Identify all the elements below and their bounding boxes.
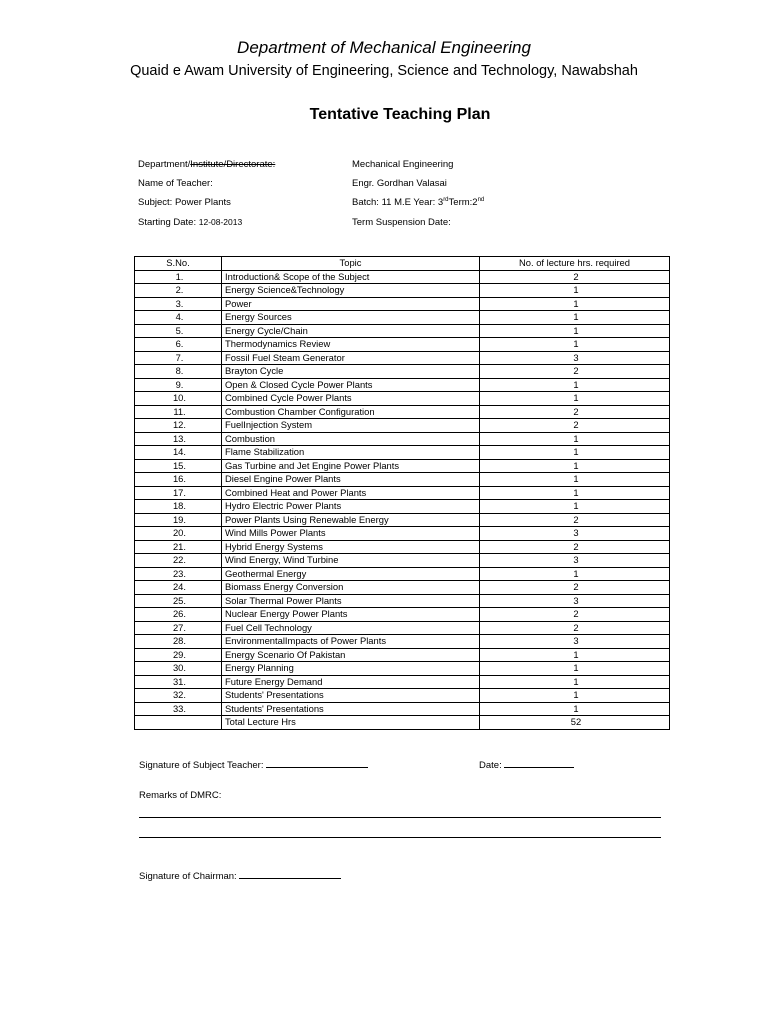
table-row bbox=[135, 581, 670, 595]
topic-cell: Thermodynamics Review bbox=[222, 338, 480, 352]
total-value: 52 bbox=[480, 716, 670, 730]
sno-cell: 15. bbox=[135, 459, 222, 473]
start-label: Starting Date: bbox=[138, 217, 197, 228]
table-row bbox=[135, 297, 670, 311]
department-title: Department of Mechanical Engineering bbox=[237, 38, 531, 57]
table-row bbox=[135, 270, 670, 284]
dept-value: Mechanical Engineering bbox=[352, 159, 454, 170]
sno-cell: 28. bbox=[135, 635, 222, 649]
table-row bbox=[135, 621, 670, 635]
hours-cell: 2 bbox=[480, 270, 670, 284]
table-row bbox=[135, 378, 670, 392]
table-row bbox=[135, 365, 670, 379]
topic-cell: Introduction& Scope of the Subject bbox=[222, 270, 480, 284]
remarks-label: Remarks of DMRC: bbox=[139, 790, 222, 801]
sno-cell: 3. bbox=[135, 297, 222, 311]
hours-cell: 1 bbox=[480, 648, 670, 662]
sno-cell: 9. bbox=[135, 378, 222, 392]
table-row bbox=[135, 648, 670, 662]
total-row bbox=[135, 716, 670, 730]
sno-cell: 32. bbox=[135, 689, 222, 703]
hours-cell: 1 bbox=[480, 500, 670, 514]
topic-cell: Future Energy Demand bbox=[222, 675, 480, 689]
topic-cell: Wind Mills Power Plants bbox=[222, 527, 480, 541]
date-line bbox=[504, 758, 574, 768]
batch-info bbox=[352, 197, 484, 208]
table-row bbox=[135, 432, 670, 446]
hours-cell: 2 bbox=[480, 621, 670, 635]
topic-cell: Solar Thermal Power Plants bbox=[222, 594, 480, 608]
sno-cell: 23. bbox=[135, 567, 222, 581]
sno-cell: 2. bbox=[135, 284, 222, 298]
remarks-line-2 bbox=[139, 837, 661, 838]
table-row bbox=[135, 324, 670, 338]
header-hours: No. of lecture hrs. required bbox=[480, 257, 670, 271]
hours-cell: 3 bbox=[480, 635, 670, 649]
hours-cell: 1 bbox=[480, 459, 670, 473]
topic-cell: Gas Turbine and Jet Engine Power Plants bbox=[222, 459, 480, 473]
sno-cell: 29. bbox=[135, 648, 222, 662]
hours-cell: 2 bbox=[480, 513, 670, 527]
topic-cell: Open & Closed Cycle Power Plants bbox=[222, 378, 480, 392]
dept-label: Department/Institute/Directorate: bbox=[138, 159, 276, 170]
teacher-signature-line bbox=[266, 758, 368, 768]
hours-cell: 1 bbox=[480, 567, 670, 581]
batch-year-sup: rd bbox=[443, 196, 449, 203]
table-header-row bbox=[135, 257, 670, 271]
batch-term: Term:2 bbox=[448, 197, 478, 208]
topic-cell: Fuel Cell Technology bbox=[222, 621, 480, 635]
plan-title: Tentative Teaching Plan bbox=[309, 106, 491, 123]
sno-cell: 5. bbox=[135, 324, 222, 338]
sno-cell: 30. bbox=[135, 662, 222, 676]
chairman-signature-label: Signature of Chairman: bbox=[139, 871, 237, 882]
topic-cell: Energy Cycle/Chain bbox=[222, 324, 480, 338]
topic-cell: Biomass Energy Conversion bbox=[222, 581, 480, 595]
hours-cell: 2 bbox=[480, 581, 670, 595]
sno-cell: 19. bbox=[135, 513, 222, 527]
table-row bbox=[135, 419, 670, 433]
sno-cell: 14. bbox=[135, 446, 222, 460]
table-row bbox=[135, 338, 670, 352]
date-label: Date: bbox=[479, 760, 502, 771]
table-row bbox=[135, 473, 670, 487]
hours-cell: 1 bbox=[480, 297, 670, 311]
table-row bbox=[135, 702, 670, 716]
table-row bbox=[135, 608, 670, 622]
teacher-label: Name of Teacher: bbox=[138, 178, 213, 189]
table-row bbox=[135, 554, 670, 568]
topic-cell: Geothermal Energy bbox=[222, 567, 480, 581]
topic-cell: Diesel Engine Power Plants bbox=[222, 473, 480, 487]
table-row bbox=[135, 405, 670, 419]
remarks-line-1 bbox=[139, 817, 661, 818]
hours-cell: 1 bbox=[480, 311, 670, 325]
sno-cell: 10. bbox=[135, 392, 222, 406]
batch-term-sup: nd bbox=[477, 196, 485, 203]
teacher-signature-label: Signature of Subject Teacher: bbox=[139, 760, 264, 771]
hours-cell: 2 bbox=[480, 608, 670, 622]
topic-cell: Combustion bbox=[222, 432, 480, 446]
hours-cell: 2 bbox=[480, 405, 670, 419]
sno-cell: 13. bbox=[135, 432, 222, 446]
topic-cell: Energy Science&Technology bbox=[222, 284, 480, 298]
start-date bbox=[138, 217, 242, 228]
hours-cell: 1 bbox=[480, 446, 670, 460]
table-row bbox=[135, 486, 670, 500]
table-row bbox=[135, 689, 670, 703]
table-row bbox=[135, 635, 670, 649]
date-field bbox=[479, 758, 574, 771]
table-row bbox=[135, 311, 670, 325]
batch-prefix: Batch: 11 M.E Year: 3 bbox=[352, 197, 444, 208]
sno-cell: 26. bbox=[135, 608, 222, 622]
hours-cell: 1 bbox=[480, 338, 670, 352]
table-row bbox=[135, 392, 670, 406]
hours-cell: 1 bbox=[480, 662, 670, 676]
table-row bbox=[135, 351, 670, 365]
sno-cell: 17. bbox=[135, 486, 222, 500]
sno-cell: 18. bbox=[135, 500, 222, 514]
sno-cell: 20. bbox=[135, 527, 222, 541]
topic-cell: Energy Planning bbox=[222, 662, 480, 676]
university-name: Quaid e Awam University of Engineering, Science and Technology, Nawabshah bbox=[130, 63, 638, 79]
sno-cell: 6. bbox=[135, 338, 222, 352]
topic-cell: Hybrid Energy Systems bbox=[222, 540, 480, 554]
table-row bbox=[135, 446, 670, 460]
hours-cell: 3 bbox=[480, 527, 670, 541]
hours-cell: 1 bbox=[480, 324, 670, 338]
topic-cell: Students' Presentations bbox=[222, 689, 480, 703]
topic-cell: Combined Heat and Power Plants bbox=[222, 486, 480, 500]
teacher-signature bbox=[139, 758, 368, 771]
table-body bbox=[135, 270, 670, 729]
table-row bbox=[135, 567, 670, 581]
suspension-label: Term Suspension Date: bbox=[352, 217, 451, 228]
topic-cell: EnvironmentalImpacts of Power Plants bbox=[222, 635, 480, 649]
hours-cell: 1 bbox=[480, 675, 670, 689]
topic-cell: Flame Stabilization bbox=[222, 446, 480, 460]
table-row bbox=[135, 540, 670, 554]
topic-cell: Wind Energy, Wind Turbine bbox=[222, 554, 480, 568]
hours-cell: 1 bbox=[480, 702, 670, 716]
chairman-signature bbox=[139, 869, 341, 882]
sno-cell: 16. bbox=[135, 473, 222, 487]
table-row bbox=[135, 662, 670, 676]
topic-cell: Power bbox=[222, 297, 480, 311]
sno-cell: 31. bbox=[135, 675, 222, 689]
header-topic: Topic bbox=[222, 257, 480, 271]
topic-cell: Brayton Cycle bbox=[222, 365, 480, 379]
sno-cell: 4. bbox=[135, 311, 222, 325]
table-row bbox=[135, 459, 670, 473]
start-value: 12-08-2013 bbox=[198, 217, 243, 227]
hours-cell: 3 bbox=[480, 594, 670, 608]
sno-cell: 12. bbox=[135, 419, 222, 433]
table-row bbox=[135, 513, 670, 527]
topic-cell: Hydro Electric Power Plants bbox=[222, 500, 480, 514]
sno-cell: 8. bbox=[135, 365, 222, 379]
hours-cell: 3 bbox=[480, 351, 670, 365]
topic-cell: Energy Sources bbox=[222, 311, 480, 325]
hours-cell: 2 bbox=[480, 419, 670, 433]
hours-cell: 2 bbox=[480, 540, 670, 554]
sno-cell: 1. bbox=[135, 270, 222, 284]
hours-cell: 1 bbox=[480, 392, 670, 406]
hours-cell: 1 bbox=[480, 284, 670, 298]
sno-cell: 25. bbox=[135, 594, 222, 608]
topic-cell: Nuclear Energy Power Plants bbox=[222, 608, 480, 622]
hours-cell: 1 bbox=[480, 473, 670, 487]
sno-cell: 21. bbox=[135, 540, 222, 554]
sno-cell: 7. bbox=[135, 351, 222, 365]
table-row bbox=[135, 527, 670, 541]
header-sno: S.No. bbox=[135, 257, 222, 271]
topic-cell: Power Plants Using Renewable Energy bbox=[222, 513, 480, 527]
sno-cell: 22. bbox=[135, 554, 222, 568]
table-row bbox=[135, 675, 670, 689]
table-row bbox=[135, 594, 670, 608]
hours-cell: 3 bbox=[480, 554, 670, 568]
sno-cell: 27. bbox=[135, 621, 222, 635]
sno-cell: 33. bbox=[135, 702, 222, 716]
hours-cell: 1 bbox=[480, 486, 670, 500]
teacher-value: Engr. Gordhan Valasai bbox=[352, 178, 447, 189]
topic-cell: Combined Cycle Power Plants bbox=[222, 392, 480, 406]
total-label: Total Lecture Hrs bbox=[222, 716, 480, 730]
subject-label: Subject: Power Plants bbox=[138, 197, 231, 208]
table-row bbox=[135, 500, 670, 514]
table-row bbox=[135, 284, 670, 298]
topic-cell: Fossil Fuel Steam Generator bbox=[222, 351, 480, 365]
topic-cell: FuelInjection System bbox=[222, 419, 480, 433]
topic-cell: Energy Scenario Of Pakistan bbox=[222, 648, 480, 662]
chairman-signature-line bbox=[239, 869, 341, 879]
topic-cell: Students' Presentations bbox=[222, 702, 480, 716]
hours-cell: 2 bbox=[480, 365, 670, 379]
sno-cell: 11. bbox=[135, 405, 222, 419]
topic-cell: Combustion Chamber Configuration bbox=[222, 405, 480, 419]
hours-cell: 1 bbox=[480, 378, 670, 392]
hours-cell: 1 bbox=[480, 689, 670, 703]
total-sno-cell bbox=[135, 716, 222, 730]
teaching-plan-table bbox=[134, 256, 670, 730]
hours-cell: 1 bbox=[480, 432, 670, 446]
sno-cell: 24. bbox=[135, 581, 222, 595]
